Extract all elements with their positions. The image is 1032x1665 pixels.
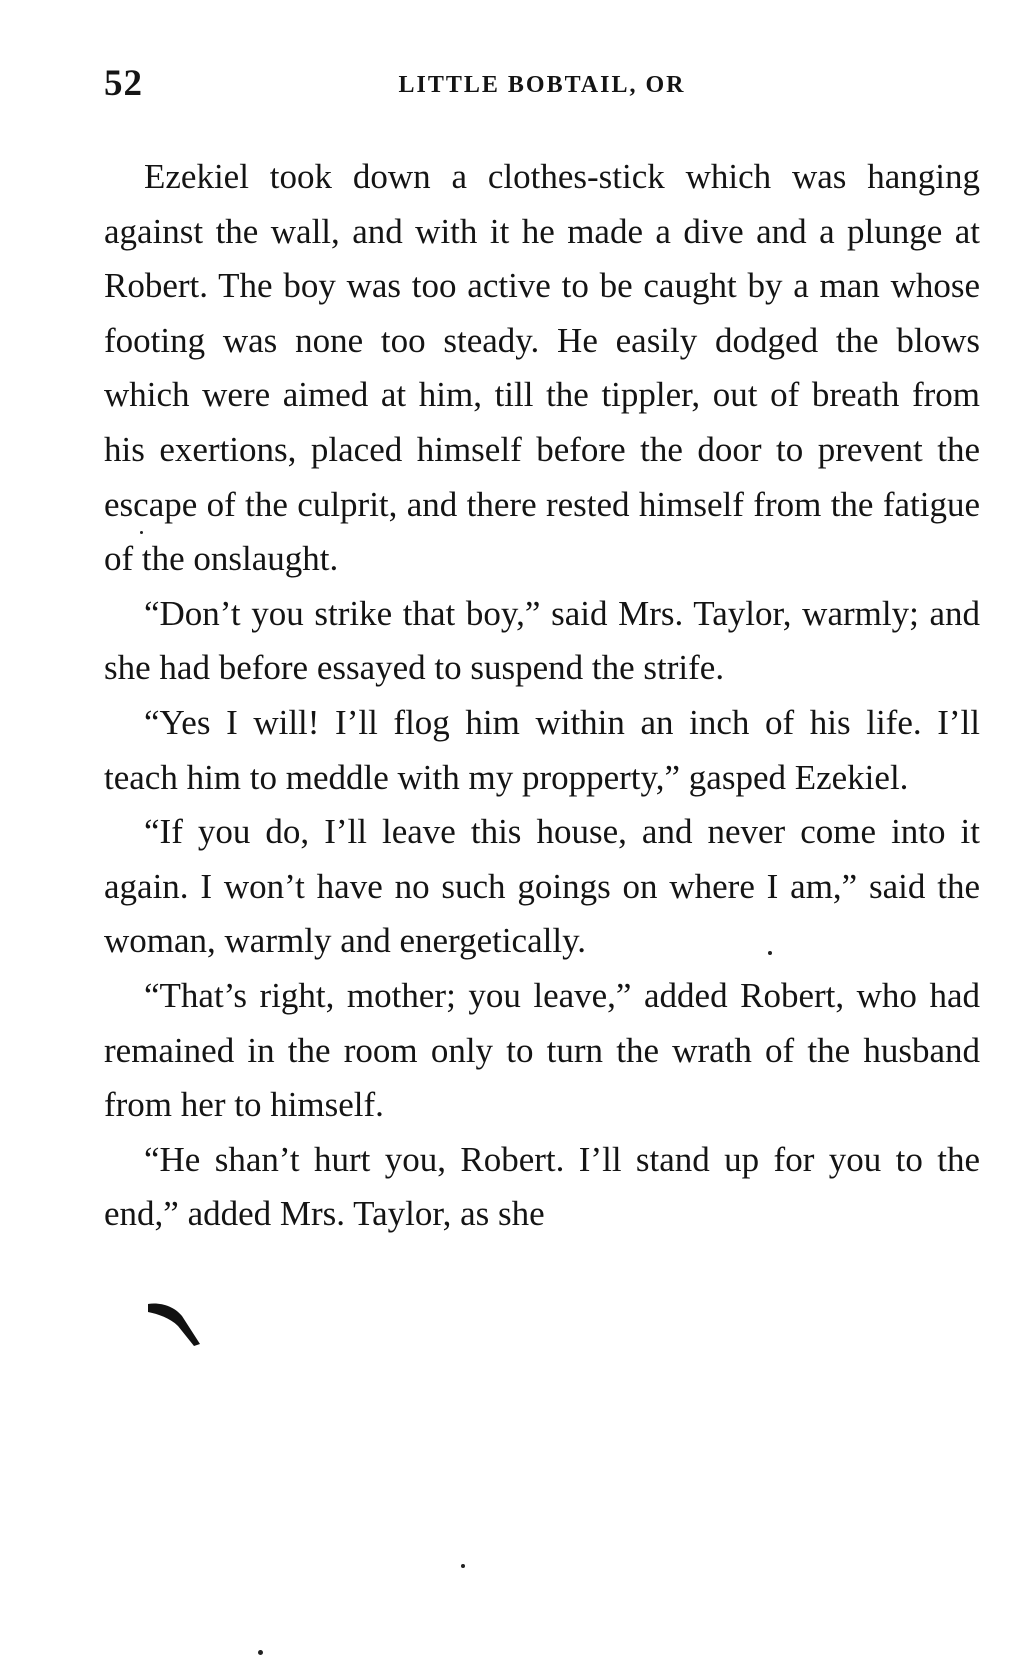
paragraph-stand-up: “He shan’t hurt you, Robert. I’ll stand up for you to the end,” added Mrs. Taylor, as she — [104, 1139, 980, 1234]
paragraph-robert-reply: “That’s right, mother; you leave,” added Robert, who had remained in the room only to turn the wrath of the husband from her to himself. — [104, 975, 980, 1125]
body-text — [104, 150, 980, 1242]
ink-blot-mark — [144, 1298, 204, 1354]
ink-speck — [768, 951, 772, 955]
paragraph-chase: Ezekiel took down a clothes-stick which was hanging against the wall, and with it he made a dive and a plunge at Robert. The boy was too active to be caught by a man whose footing was none too steady. He easily dodged the blows which were aimed at him, till the tippler, out of breath from his exertions, placed himself before the door to prevent the escape of the culprit, and there rested himself from the fatigue of the onslaught. — [104, 157, 980, 579]
page-header — [104, 62, 980, 112]
running-title: LITTLE BOBTAIL, OR — [398, 72, 686, 98]
ink-speck — [461, 1564, 465, 1568]
paragraph-ezekiel-threat: “Yes I will! I’ll flog him within an inch of his life. I’ll teach him to meddle with my propperty,” gasped Ezekiel. — [104, 702, 980, 797]
page-number: 52 — [104, 63, 143, 104]
paragraph-leave-house: “If you do, I’ll leave this house, and never come into it again. I won’t have no such goings on where I am,” said the woman, warmly and energetically. — [104, 812, 980, 961]
ink-speck — [258, 1650, 263, 1655]
paragraph-mrs-taylor-protest: “Don’t you strike that boy,” said Mrs. Taylor, warmly; and she had before essayed to suspend the strife. — [104, 593, 980, 688]
ink-speck — [140, 531, 143, 534]
